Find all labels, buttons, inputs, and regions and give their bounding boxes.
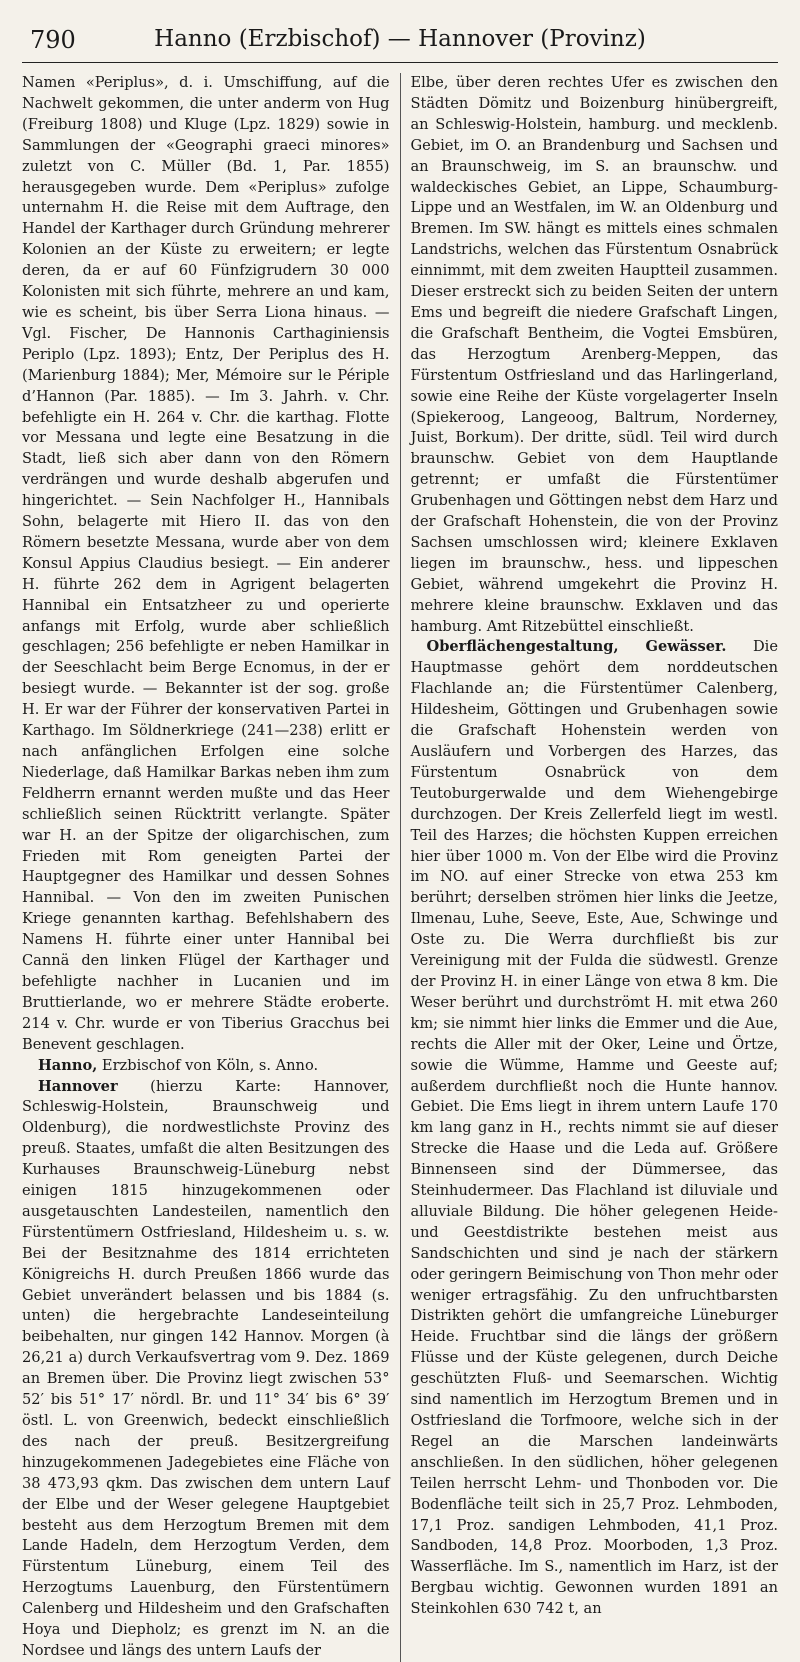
columns [22,73,778,1662]
page-number: 790 [30,26,76,54]
page-header [22,20,778,63]
entry-hannover [22,1077,390,1662]
paragraph-boundaries: Elbe, über deren rechtes Ufer es zwischen den Städten Dömitz und Boizenburg hinübergreift, an Schleswig-Holstein, hamburg. und mecklenb. Gebiet, im O. an Brandenburg und Sachsen und an Braunschweig, im S. an braunschw. und waldeckisches Gebiet, an Lippe, Schaumburg-Lippe und an Westfalen, im W. an Oldenburg und Bremen. Im SW. hängt es mittels eines schmalen Landstrichs, welchen das Fürstentum Osnabrück einnimmt, mit dem zweiten Hauptteil zusammen. Dieser erstreckt sich zu beiden Seiten der untern Ems und begreift die niedere Grafschaft Lingen, die Grafschaft Bentheim, die Vogtei Emsbüren, das Herzogtum Arenberg-Meppen, das Fürstentum Ostfriesland und das Harlingerland, sowie eine Reihe der Küste vorgelagerter Inseln (Spiekeroog, Langeoog, Baltrum, Norderney, Juist, Borkum). Der dritte, südl. Teil wird durch braunschw. Gebiet von dem Hauptlande getrennt; er umfaßt die Fürstentümer Grubenhagen und Göttingen nebst dem Harz und der Grafschaft Hohenstein, die von der Provinz Sachsen umschlossen wird; kleinere Exklaven liegen im braunschw., hess. und lippeschen Gebiet, während umgekehrt die Provinz H. mehrere kleine braunschw. Exklaven und das hamburg. Amt Ritzebüttel einschließt. [410,74,778,635]
running-title: Hanno (Erzbischof) — Hannover (Provinz) [154,26,646,52]
left-column [22,73,390,1662]
section-oberflaechengestaltung [410,637,778,1620]
column-divider [400,73,401,1662]
entry-headword: Hannover [38,1077,118,1095]
entry-text: (hierzu Karte: Hannover, Schleswig-Holstein, Braunschweig und Oldenburg), die nordwestlichste Provinz des preuß. Staates, umfaßt die alten Besitzungen des Kurhauses Braunschweig-Lüneburg nebst einigen 1815 hinzugekommenen oder ausgetauschten Landesteilen, namentlich den Fürstentümern Ostfriesland, Hildesheim u. s. w. Bei der Besitznahme des 1814 errichteten Königreichs H. durch Preußen 1866 wurde das Gebiet unverändert belassen und bis 1884 (s. unten) die hergebrachte Landeseinteilung beibehalten, nur gingen 142 Hannov. Morgen (à 26,21 a) durch Verkaufsvertrag vom 9. Dez. 1869 an Bremen über. Die Provinz liegt zwischen 53° 52′ bis 51° 17′ nördl. Br. und 11° 34′ bis 6° 39′ östl. L. von Greenwich, bedeckt einschließlich des nach der preuß. Besitzergreifung hinzugekommenen Jadegebietes eine Fläche von 38 473,93 qkm. Das zwischen dem untern Lauf der Elbe und der Weser gelegene Hauptgebiet besteht aus dem Herzogtum Bremen mit dem Lande Hadeln, dem Herzogtum Verden, dem Fürstentum Lüneburg, einem Teil des Herzogtums Lauenburg, den Fürstentümern Calenberg und Hildesheim und den Grafschaften Hoya und Diepholz; es grenzt im N. an die Nordsee und längs des untern Laufs der [22,1077,390,1659]
entry-text: Erzbischof von Köln, s. Anno. [97,1056,319,1074]
right-column [410,73,778,1662]
entry-hanno-erzbischof [22,1056,390,1077]
section-heading: Oberflächengestaltung, Gewässer. [426,638,727,656]
section-text: Die Hauptmasse gehört dem norddeutschen Flachlande an; die Fürstentümer Calenberg, Hildesheim, Göttingen und Grubenhagen sowie die Grafschaft Hohenstein werden von Ausläufern und Vorbergen des Harzes, das Fürstentum Osnabrück von dem Teutoburgerwalde und dem Wiehengebirge durchzogen. Der Kreis Zellerfeld liegt im westl. Teil des Harzes; die höchsten Kuppen erreichen hier über 1000 m. Von der Elbe wird die Provinz im NO. auf einer Strecke von etwa 253 km berührt; derselben strömen hier links die Jeetze, Ilmenau, Luhe, Seeve, Este, Aue, Schwinge und Oste zu. Die Werra durchfließt bis zur Vereinigung mit der Fulda die südwestl. Grenze der Provinz H. in einer Länge von etwa 8 km. Die Weser berührt und durchströmt H. mit etwa 260 km; sie nimmt hier links die Emmer und die Aue, rechts die Aller mit der Oker, Leine und Örtze, sowie die Wümme, Hamme und Geeste auf; außerdem durchfließt noch die Hunte hannov. Gebiet. Die Ems liegt in ihrem untern Laufe 170 km lang ganz in H., rechts nimmt sie auf dieser Strecke die Haase und die Leda auf. Größere Binnenseen sind der Dümmersee, das Steinhudermeer. Das Flachland ist diluviale und alluviale Bildung. Die höher gelegenen Heide- und Geestdistrikte bestehen meist aus Sandschichten und sind je nach der stärkern oder geringern Beimischung von Thon mehr oder weniger ertragsfähig. Zu den unfruchtbarsten Distrikten gehört die umfangreiche Lüneburger Heide. Fruchtbar sind die längs der größern Flüsse und der Küste gelegenen, durch Deiche geschützten Fluß- und Seemarschen. Wichtig sind namentlich im Herzogtum Bremen und in Ostfriesland die Torfmoore, welche sich in der Regel an die Marschen landeinwärts anschließen. In den südlichen, höher gelegenen Teilen herrscht Lehm- und Thonboden vor. Die Bodenfläche teilt sich in 25,7 Proz. Lehmboden, 17,1 Proz. sandigen Lehmboden, 41,1 Proz. Sandboden, 14,8 Proz. Moorboden, 1,3 Proz. Wasserfläche. Im S., namentlich im Harz, ist der Bergbau wichtig. Gewonnen wurden 1891 an Steinkohlen 630 742 t, an [410,638,778,1618]
entry-headword: Hanno, [38,1056,98,1074]
paragraph-periplus: Namen «Periplus», d. i. Umschiffung, auf die Nachwelt gekommen, die unter anderm von Hug (Freiburg 1808) und Kluge (Lpz. 1829) sowie in Sammlungen der «Geographi graeci minores» zuletzt von C. Müller (Bd. 1, Par. 1855) herausgegeben wurde. Dem «Periplus» zufolge unternahm H. die Reise mit dem Auftrage, den Handel der Karthager durch Gründung mehrerer Kolonien an der Küste zu erweitern; er legte deren, da er auf 60 Fünfzigrudern 30 000 Kolonisten mit sich führte, mehrere an und kam, wie es scheint, bis über Serra Liona hinaus. — Vgl. Fischer, De Hannonis Carthaginiensis Periplo (Lpz. 1893); Entz, Der Periplus des H. (Marienburg 1884); Mer, Mémoire sur le Périple d’Hannon (Par. 1885). — Im 3. Jahrh. v. Chr. befehligte ein H. 264 v. Chr. die karthag. Flotte vor Messana und legte eine Besatzung in die Stadt, ließ sich aber dann von den Römern verdrängen und wurde deshalb abgerufen und hingerichtet. — Sein Nachfolger H., Hannibals Sohn, belagerte mit Hiero II. das von den Römern besetzte Messana, wurde aber von dem Konsul Appius Claudius besiegt. — Ein anderer H. führte 262 dem in Agrigent belagerten Hannibal ein Entsatzheer zu und operierte anfangs mit Erfolg, wurde aber schließlich geschlagen; 256 befehligte er neben Hamilkar in der Seeschlacht beim Berge Ecnomus, in der er besiegt wurde. — Bekannter ist der sog. große H. Er war der Führer der konservativen Partei in Karthago. Im Söldnerkriege (241—238) erlitt er nach anfänglichen Erfolgen eine solche Niederlage, daß Hamilkar Barkas neben ihm zum Feldherrn ernannt werden mußte und das Heer schließlich seinen Rücktritt verlangte. Später war H. an der Spitze der oligarchischen, zum Frieden mit Rom geneigten Partei der Hauptgegner des Hamilkar und dessen Sohnes Hannibal. — Von den im zweiten Punischen Kriege genannten karthag. Befehlshabern des Namens H. führte einer unter Hannibal bei Cannä den linken Flügel der Karthager und befehligte nachher in Lucanien und im Bruttierlande, wo er mehrere Städte eroberte. 214 v. Chr. wurde er von Tiberius Gracchus bei Benevent geschlagen. [22,74,390,1053]
